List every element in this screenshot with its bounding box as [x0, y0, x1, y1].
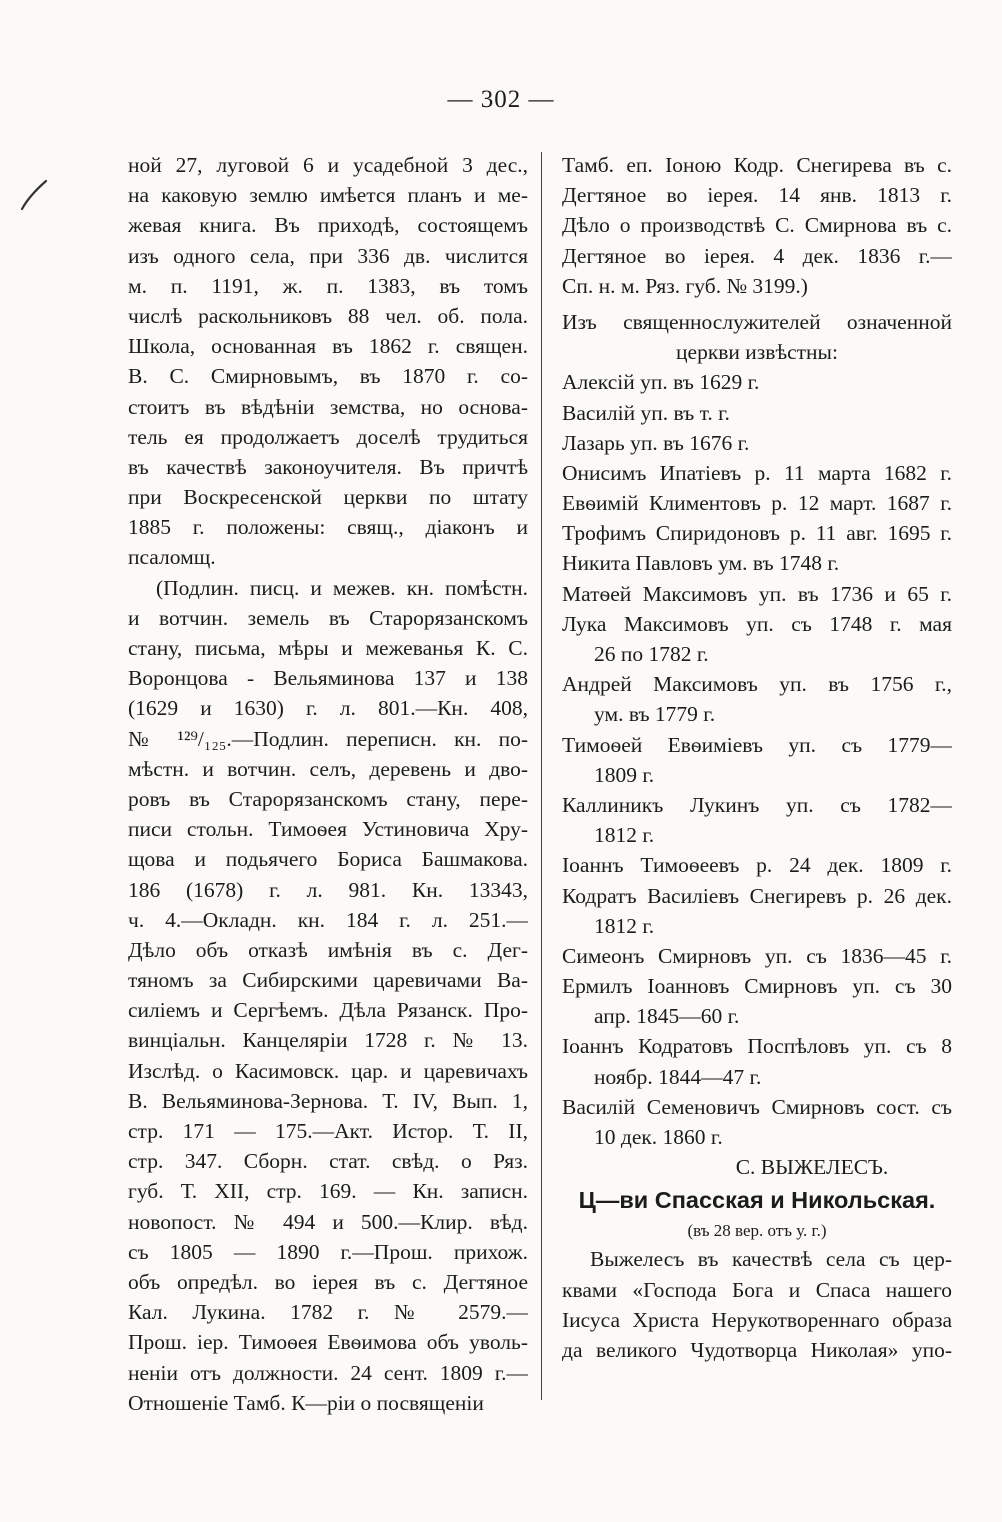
text-line: Воронцова - Вельяминова 137 и 138	[128, 666, 528, 691]
text-line: стр. 347. Сборн. стат. свѣд. о Ряз.	[128, 1149, 528, 1174]
clergy-entry: 1812 г.	[594, 823, 655, 848]
clergy-entry: Тимоѳей Евѳиміевъ уп. съ 1779—	[562, 732, 952, 757]
pencil-mark-icon	[18, 178, 48, 212]
text-line: Дегтяное во іерея. 4 дек. 1836 г.—	[562, 243, 952, 268]
clergy-entry: 26 по 1782 г.	[594, 642, 709, 666]
village-heading: С. ВЫЖЕЛЕСЪ.	[735, 1155, 889, 1180]
text-line: тель ея продолжаетъ доселѣ трудиться	[128, 424, 528, 449]
clergy-entry: Ермилъ Іоанновъ Смирновъ уп. съ 30	[562, 974, 952, 999]
text-line: да великого Чудотворца Николая» упо-	[562, 1337, 952, 1362]
text-line: новопост. № 494 и 500.—Клир. вѣд.	[128, 1209, 528, 1234]
text-line: щова и подьячего Бориса Башмакова.	[128, 847, 528, 872]
clergy-entry: Іоаннъ Кодратовъ Поспѣловъ уп. съ 8	[562, 1034, 952, 1059]
text-line: (Подлин. писц. и межев. кн. помѣстн.	[156, 575, 528, 600]
clergy-entry: Андрей Максимовъ уп. въ 1756 г.,	[562, 672, 952, 697]
text-line: квами «Господа Бога и Спаса нашего	[562, 1277, 952, 1302]
text-line: писи стольн. Тимоѳея Устиновича Хру-	[128, 817, 528, 842]
text-line: съ 1805 — 1890 г.—Прош. прихож.	[128, 1239, 528, 1264]
clergy-entry: Евѳимій Климентовъ р. 12 март. 1687 г.	[562, 491, 952, 516]
text-line: Школа, основанная въ 1862 г. священ.	[128, 334, 528, 359]
text-line: силіемъ и Сергѣемъ. Дѣла Рязанск. Про-	[128, 998, 528, 1023]
text-line: при Воскресенской церкви по штату	[128, 485, 528, 510]
clergy-entry: ум. въ 1779 г.	[594, 702, 716, 727]
text-line: въ качествѣ законоучителя. Въ причтѣ	[128, 454, 528, 479]
text-line: Отношеніе Тамб. К—ріи о посвященіи	[128, 1390, 484, 1415]
clergy-entry: Трофимъ Спиридоновъ р. 11 авг. 1695 г.	[562, 521, 952, 546]
text-line: Дѣло о производствѣ С. Смирнова въ с.	[562, 213, 952, 238]
text-line: № ¹²⁹/₁₂₅.—Подлин. переписн. кн. по-	[128, 726, 528, 751]
clergy-entry: апр. 1845—60 г.	[594, 1004, 740, 1029]
text-line: изъ одного села, при 336 дв. числится	[128, 243, 528, 268]
text-line: стану, письма, мѣры и межеванья К. С.	[128, 636, 528, 660]
text-line: ч. 4.—Окладн. кн. 184 г. л. 251.—	[128, 907, 528, 932]
text-line: Изслѣд. о Касимовск. цар. и царевичахъ	[128, 1058, 528, 1083]
clergy-entry: Онисимъ Ипатіевъ р. 11 марта 1682 г.	[562, 460, 952, 485]
clergy-entry: ноябр. 1844—47 г.	[594, 1064, 762, 1089]
text-line: Тамб. еп. Іоною Кодр. Снегирева въ с.	[562, 153, 952, 177]
text-line: Іисуса Христа Нерукотвореннаго образа	[562, 1307, 952, 1332]
right-intro-text	[562, 150, 952, 301]
right-column	[562, 150, 952, 1365]
clergy-entry: Каллиникъ Лукинъ уп. съ 1782—	[562, 792, 952, 817]
clergy-entry: Лука Максимовъ уп. съ 1748 г. мая	[562, 611, 952, 636]
text-line: В. Вельяминова-Зернова. Т. IV, Вып. 1,	[128, 1088, 528, 1113]
text-line: винціальн. Канцеляріи 1728 г. № 13.	[128, 1028, 528, 1053]
text-line: тяномъ за Сибирскими царевичами Ва-	[128, 968, 528, 993]
text-line: Сп. н. м. Ряз. губ. № 3199.)	[562, 273, 808, 298]
clergy-entry: Кодратъ Василіевъ Снегиревъ р. 26 дек.	[562, 883, 952, 908]
distance-note: (въ 28 вер. отъ у. г.)	[687, 1221, 827, 1241]
text-line: неніи отъ должности. 24 сент. 1809 г.—	[128, 1360, 528, 1385]
heading-line: церкви извѣстны:	[676, 340, 838, 365]
clergy-entry: Василій уп. въ т. г.	[562, 400, 730, 425]
text-line: м. п. 1191, ж. п. 1383, въ томъ	[128, 273, 528, 298]
text-line: Дѣло объ отказѣ имѣнія въ с. Дег-	[128, 937, 528, 962]
text-line: жевая книга. Въ приходѣ, состоящемъ	[128, 213, 528, 238]
church-title: Ц—ви Спасская и Никольская.	[578, 1187, 936, 1214]
clergy-entry: Алексій уп. въ 1629 г.	[562, 370, 760, 395]
text-line: мѣстн. и вотчин. селъ, деревень и дво-	[128, 756, 528, 781]
clergy-entry: Никита Павловъ ум. въ 1748 г.	[562, 551, 840, 576]
clergy-entry: 1812 г.	[594, 913, 655, 938]
text-line: В. С. Смирновымъ, въ 1870 г. со-	[128, 364, 528, 389]
text-line: Прош. іер. Тимоѳея Евѳимова объ уволь-	[128, 1330, 528, 1355]
text-line: и вотчин. земель въ Старорязанскомъ	[128, 605, 528, 630]
text-line: (1629 и 1630) г. л. 801.—Кн. 408,	[128, 696, 528, 721]
clergy-entry: 1809 г.	[594, 762, 655, 787]
text-line: стр. 171 — 175.—Акт. Истор. Т. II,	[128, 1119, 528, 1143]
clergy-entry: Лазарь уп. въ 1676 г.	[562, 430, 750, 455]
text-line: 186 (1678) г. л. 981. Кн. 13343,	[128, 877, 528, 902]
clergy-entry: Матѳей Максимовъ уп. въ 1736 и 65 г.	[562, 581, 952, 606]
clergy-entry: 10 дек. 1860 г.	[594, 1125, 723, 1149]
clergy-entry: Симеонъ Смирновъ уп. съ 1836—45 г.	[562, 943, 952, 968]
text-line: Дегтяное во іерея. 14 янв. 1813 г.	[562, 183, 952, 208]
text-line: 1885 г. положены: свящ., діаконъ и	[128, 515, 528, 540]
left-column	[128, 150, 528, 1418]
text-line: ной 27, луговой 6 и усадебной 3 дес.,	[128, 153, 528, 177]
closing-paragraph	[562, 1244, 952, 1365]
clergy-entry: Іоаннъ Тимоѳеевъ р. 24 дек. 1809 г.	[562, 853, 952, 878]
text-line: числѣ раскольниковъ 88 чел. об. пола.	[128, 303, 528, 328]
clergy-list	[562, 367, 952, 1152]
text-line: губ. Т. XII, стр. 169. — Кн. записн.	[128, 1179, 528, 1204]
text-line: Выжелесъ въ качествѣ села съ цер-	[590, 1247, 952, 1272]
clergy-entry: Василій Семеновичъ Смирновъ сост. съ	[562, 1094, 952, 1119]
heading-line: Изъ священнослужителей означенной	[562, 309, 952, 334]
text-line: на каковую землю имѣется планъ и ме-	[128, 183, 528, 208]
text-line: объ опредѣл. во іерея въ с. Дегтяное	[128, 1269, 528, 1294]
clergy-heading	[562, 307, 952, 367]
text-line: ровъ въ Старорязанскомъ стану, пере-	[128, 786, 528, 811]
text-line: псаломщ.	[128, 545, 216, 570]
column-divider	[541, 152, 542, 1400]
text-line: Кал. Лукина. 1782 г. № 2579.—	[128, 1300, 528, 1325]
page-number: — 302 —	[447, 86, 555, 113]
text-line: стоитъ въ вѣдѣніи земства, но основа-	[128, 394, 528, 419]
